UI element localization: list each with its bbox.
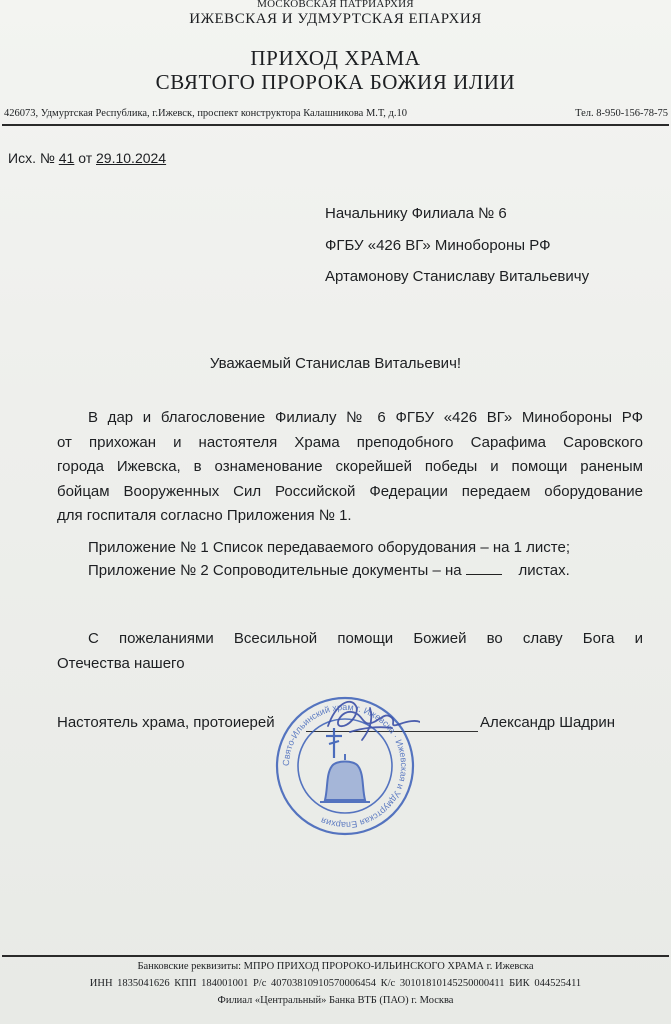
- outgoing-from: от: [78, 150, 93, 166]
- outgoing-date: 29.10.2024: [96, 150, 167, 166]
- body-line: города Ижевска, в ознаменование скорейшей победы и помощи раненым: [57, 458, 643, 475]
- body-line: бойцам Вооруженных Сил Российской Федерации передаем оборудование: [57, 482, 643, 500]
- attachment-2: [88, 562, 570, 579]
- address-text: 426073, Удмуртская Республика, г.Ижевск, проспект конструктора Калашникова М.Т, д.10: [4, 108, 407, 119]
- bank-details-line: Банковские реквизиты: МПРО ПРИХОД ПРОРОКО-ИЛЬИНСКОГО ХРАМА г. Ижевска: [137, 961, 534, 972]
- sheet-count-blank: [466, 562, 502, 575]
- body-line: В дар и благословение Филиалу № 6 ФГБУ «426 ВГ» Минобороны РФ: [88, 409, 643, 426]
- attachment-2-suffix: листах.: [518, 562, 570, 579]
- parish-address: [4, 108, 668, 119]
- body-line: для госпиталя согласно Приложения № 1.: [57, 507, 352, 524]
- header-divider: [2, 124, 669, 126]
- addressee-line: Начальнику Филиала № 6: [325, 205, 507, 222]
- attachment-2-text: Приложение № 2 Сопроводительные документы – на: [88, 562, 462, 579]
- seal-ring-text: Свято-Ильинский храм г. Ижевска · Ижевская и Удмуртская Епархия: [280, 701, 410, 831]
- patriarchate-header: МОСКОВСКАЯ ПАТРИАРХИЯ: [257, 0, 414, 10]
- outgoing-number: 41: [58, 150, 75, 166]
- parish-title-line2: СВЯТОГО ПРОРОКА БОЖИЯ ИЛИИ: [155, 70, 516, 94]
- parish-title-line1: ПРИХОД ХРАМА: [250, 46, 421, 70]
- church-seal-stamp: [270, 688, 420, 838]
- cross-icon: [326, 728, 342, 758]
- bank-details-line: Филиал «Центральный» Банка ВТБ (ПАО) г. Москва: [217, 995, 454, 1006]
- wishes-line: Отечества нашего: [57, 654, 185, 672]
- body-paragraph: [57, 406, 643, 529]
- wishes-line: С пожеланиями Всесильной помощи Божией во славу Бога и: [88, 630, 643, 647]
- footer-divider: [2, 955, 669, 957]
- addressee-line: ФГБУ «426 ВГ» Минобороны РФ: [325, 237, 551, 254]
- bank-details-line: ИНН 1835041626 КПП 184001001 Р/с 40703810910570006454 К/с 30101810145250000411 БИК 044525411: [89, 978, 582, 989]
- outgoing-label: Исх. №: [8, 150, 55, 166]
- signatory-name: Александр Шадрин: [480, 714, 616, 731]
- greeting: Уважаемый Станислав Витальевич!: [209, 355, 462, 372]
- addressee-line: Артамонову Станиславу Витальевичу: [325, 268, 590, 285]
- signatory-role: Настоятель храма, протоиерей: [57, 714, 275, 731]
- bell-icon: [320, 754, 370, 802]
- body-line: от прихожан и настоятеля Храма преподобного Сарафима Саровского: [57, 433, 643, 451]
- closing-wishes: [57, 627, 643, 676]
- attachment-1: Приложение № 1 Список передаваемого оборудования – на 1 листе;: [88, 539, 570, 556]
- outgoing-reference: [8, 150, 166, 166]
- phone-text: Тел. 8-950-156-78-75: [575, 108, 668, 119]
- eparchy-header: ИЖЕВСКАЯ И УДМУРТСКАЯ ЕПАРХИЯ: [189, 11, 482, 27]
